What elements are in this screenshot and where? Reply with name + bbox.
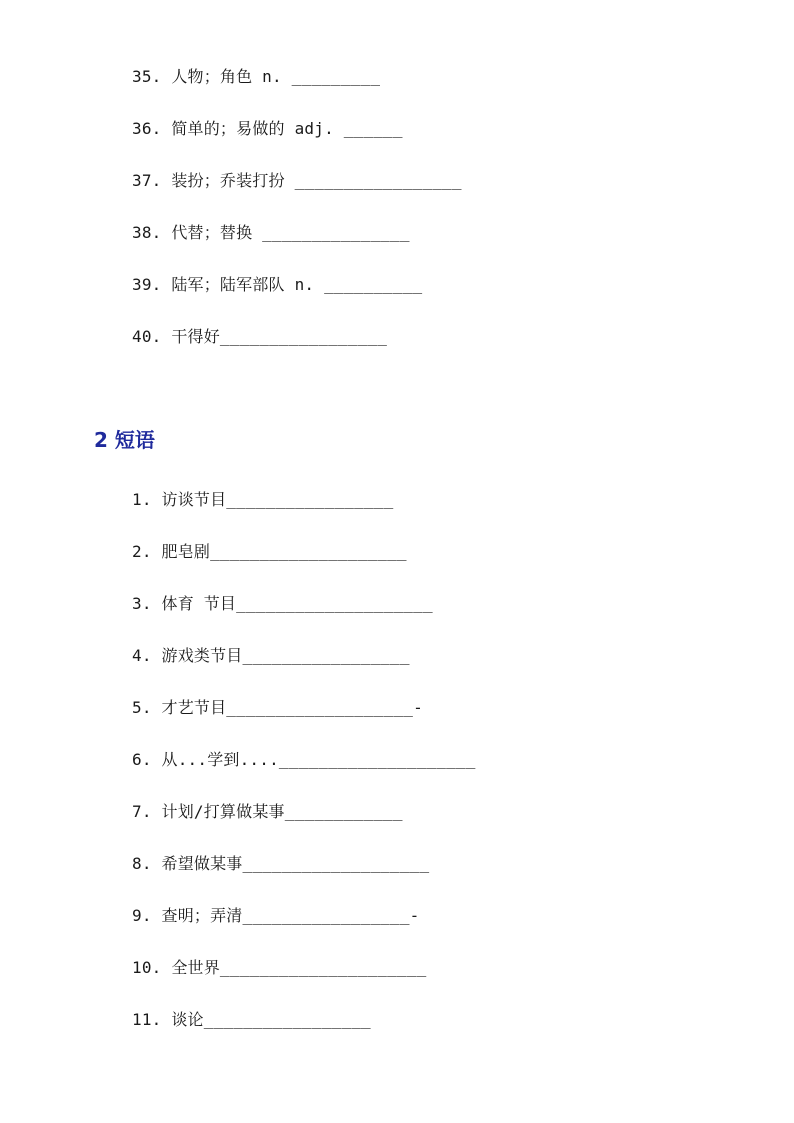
- vocab-item-40: 40. 干得好_________________: [132, 327, 388, 346]
- vocab-item-38: 38. 代替；替换 _______________: [132, 223, 410, 242]
- phrase-item-1: 1. 访谈节目_________________: [132, 490, 394, 509]
- vocab-item-36: 36. 简单的；易做的 adj. ______: [132, 119, 403, 138]
- section-heading-phrases: 2 短语: [94, 428, 155, 452]
- vocab-item-35: 35. 人物；角色 n. _________: [132, 67, 381, 86]
- phrase-item-9: 9. 查明；弄清_________________-: [132, 906, 420, 925]
- phrase-item-8: 8. 希望做某事___________________: [132, 854, 430, 873]
- phrase-item-11: 11. 谈论_________________: [132, 1010, 371, 1029]
- phrase-item-3: 3. 体育 节目____________________: [132, 594, 433, 613]
- phrase-item-7: 7. 计划/打算做某事____________: [132, 802, 403, 821]
- phrase-item-6: 6. 从...学到....____________________: [132, 750, 476, 769]
- vocab-item-37: 37. 装扮；乔装打扮 _________________: [132, 171, 462, 190]
- phrase-item-2: 2. 肥皂剧____________________: [132, 542, 407, 561]
- phrase-item-10: 10. 全世界_____________________: [132, 958, 427, 977]
- phrase-item-5: 5. 才艺节目___________________-: [132, 698, 423, 717]
- vocab-item-39: 39. 陆军；陆军部队 n. __________: [132, 275, 423, 294]
- phrase-item-4: 4. 游戏类节目_________________: [132, 646, 410, 665]
